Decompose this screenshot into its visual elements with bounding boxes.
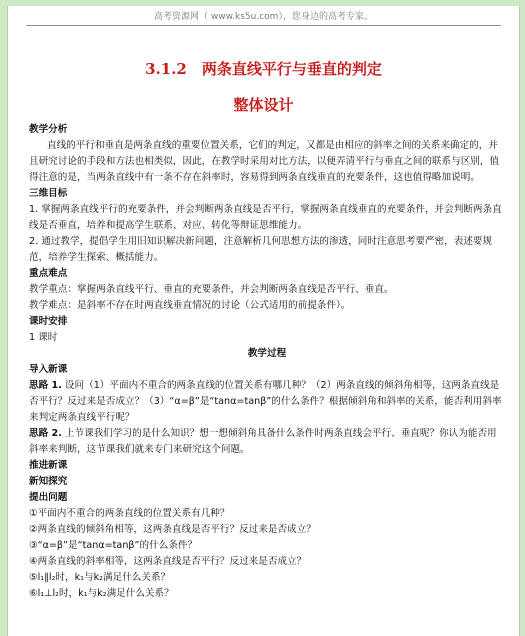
idea-1-label: 思路 1. xyxy=(29,380,62,391)
key-focus: 教学重点：掌握两条直线平行、垂直的充要条件，并会判断两条直线是否平行、垂直。 xyxy=(29,284,394,295)
idea-2-text: 上节课我们学习的是什么知识？想一想倾斜角具备什么条件时两条直线会平行、垂直呢？你认为能否用斜率来判断，这节课我们就来专门来研究这个问题。 xyxy=(29,428,497,455)
schedule-heading: 课时安排 xyxy=(29,316,68,327)
question-item: ②两条直线的倾斜角相等，这两条直线是否平行？反过来是否成立？ xyxy=(29,524,316,535)
document-subtitle: 整体设计 xyxy=(233,96,294,114)
push-heading: 推进新课 xyxy=(29,460,68,471)
question-item: ⑤l₁∥l₂时，k₁与k₂满足什么关系？ xyxy=(29,572,171,583)
question-item: ⑥l₁⊥l₂时，k₁与k₂满足什么关系？ xyxy=(29,588,174,599)
explore-heading: 新知探究 xyxy=(29,476,68,487)
key-points-heading: 重点难点 xyxy=(29,268,68,279)
idea-2-label: 思路 2. xyxy=(29,428,62,439)
process-heading: 教学过程 xyxy=(247,348,287,359)
key-difficulty: 教学难点：是斜率不存在时两直线垂直情况的讨论（公式适用的前提条件）。 xyxy=(29,300,351,311)
question-item: ③“α=β”是“tanα=tanβ”的什么条件？ xyxy=(29,540,198,551)
idea-1-text: 设问（1）平面内不重合的两条直线的位置关系有哪几种？（2）两条直线的倾斜角相等，这两条直线是否平行？反过来是否成立？（3）“α=β”是“tanα=tanβ”的什么条件？根据倾斜角和斜率的关系，能否利用斜率来判定两条直线平行呢？ xyxy=(29,380,502,423)
question-item: ①平面内不重合的两条直线的位置关系有几种？ xyxy=(29,508,230,519)
intro-heading: 导入新课 xyxy=(29,364,68,375)
document-body xyxy=(29,122,505,602)
idea-2 xyxy=(29,426,505,458)
schedule-value: 1 课时 xyxy=(29,332,58,343)
page-header: 高考资源网（ www.ks5u.com），您身边的高考专家。 xyxy=(26,9,501,26)
question-item: ④两条直线的斜率相等，这两条直线是否平行？反过来是否成立？ xyxy=(29,556,307,567)
goal-item: 1. 掌握两条直线平行的充要条件，并会判断两条直线是否平行，掌握两条直线垂直的充要条件，并会判断两条直线是否垂直，培养和提高学生联系、对应、转化等辩证思维能力。 xyxy=(29,204,502,231)
document-page xyxy=(7,6,520,636)
analysis-paragraph: 直线的平行和垂直是两条直线的重要位置关系，它们的判定，又都是由相应的斜率之间的关系来确定的，并且研究讨论的手段和方法也相类似，因此，在教学时采用对比方法，以便弄清平行与垂直之间的联系与区别，值得注意的是，当两条直线中有一条不存在斜率时，容易得到两条直线垂直的充要条件，这也值得略加说明。 xyxy=(29,140,500,183)
document-title: 3.1.2 两条直线平行与垂直的判定 xyxy=(145,60,382,78)
idea-1 xyxy=(29,378,505,426)
analysis-heading: 教学分析 xyxy=(29,124,68,135)
questions-heading: 提出问题 xyxy=(29,492,68,503)
goals-heading: 三维目标 xyxy=(29,188,68,199)
goal-item: 2. 通过教学，提倡学生用旧知识解决新问题，注意解析几何思想方法的渗透，同时注意思考要严密，表述要规范，培养学生探索、概括能力。 xyxy=(29,236,493,263)
